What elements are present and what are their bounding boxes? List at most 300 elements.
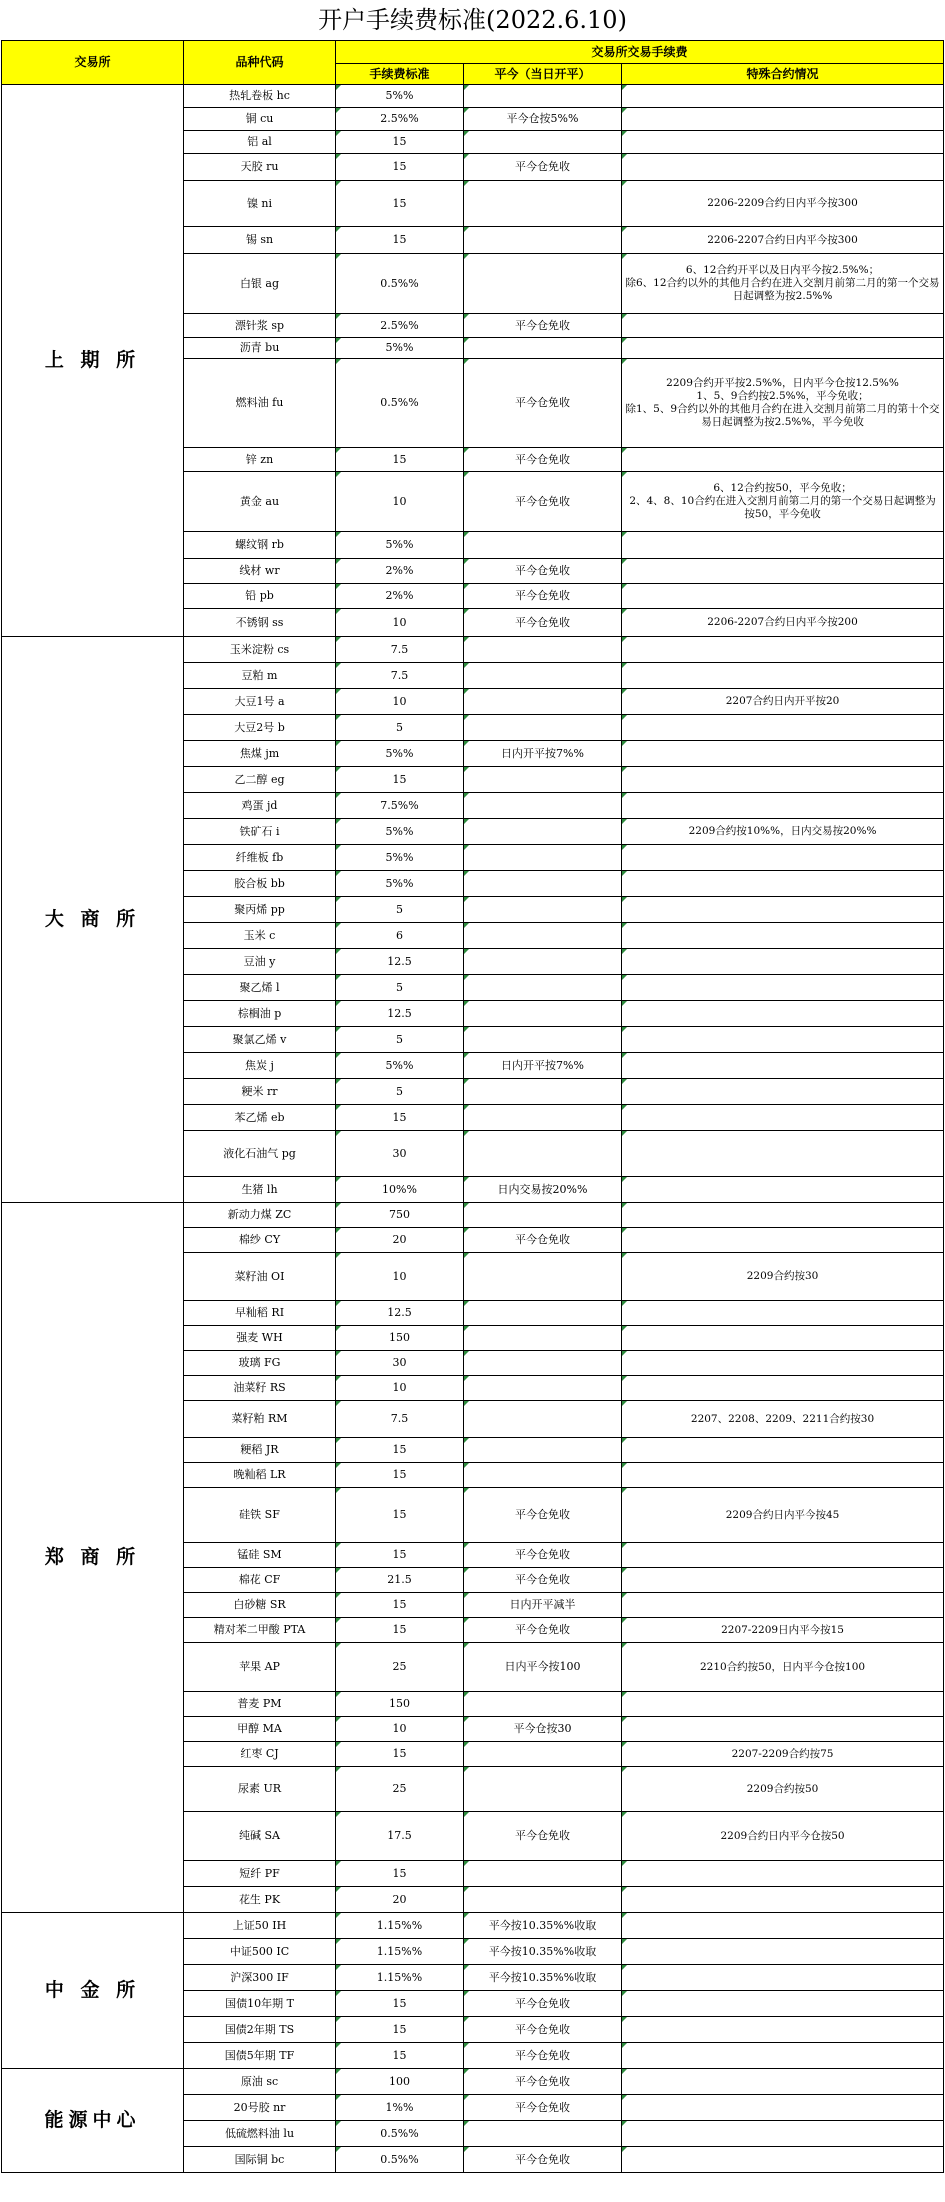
product-cell — [184, 532, 336, 559]
special-cell — [622, 1203, 944, 1228]
special-cell — [622, 1105, 944, 1131]
fee-cell-text: 5 — [396, 1032, 403, 1046]
product-cell — [184, 2095, 336, 2121]
exchange-cell: 能源中心 — [2, 2069, 184, 2173]
product-cell — [184, 108, 336, 131]
fee-cell-text: 2.5%% — [380, 318, 419, 332]
cell-comment-marker — [336, 154, 341, 159]
special-cell — [622, 897, 944, 923]
cell-comment-marker — [336, 1351, 341, 1356]
fee-cell-text: 5%% — [385, 850, 414, 864]
fee-cell — [336, 1027, 464, 1053]
special-cell — [622, 767, 944, 793]
cell-comment-marker — [464, 1812, 469, 1817]
close-today-cell — [464, 1053, 622, 1079]
special-cell — [622, 1593, 944, 1618]
cell-comment-marker — [464, 2121, 469, 2126]
close-today-cell — [464, 1568, 622, 1593]
fee-cell — [336, 1767, 464, 1812]
special-cell-text: 2206-2207合约日内平今按300 — [707, 233, 858, 246]
cell-comment-marker — [464, 715, 469, 720]
fee-cell — [336, 2121, 464, 2147]
cell-comment-marker — [464, 1203, 469, 1208]
close-today-cell — [464, 1105, 622, 1131]
close-today-cell — [464, 85, 622, 108]
fee-cell — [336, 1939, 464, 1965]
product-cell — [184, 1131, 336, 1177]
product-cell-text: 国债10年期 T — [225, 1996, 294, 2010]
cell-comment-marker — [336, 1593, 341, 1598]
fee-cell-text: 12.5 — [387, 954, 412, 968]
close-today-cell — [464, 975, 622, 1001]
cell-comment-marker — [336, 227, 341, 232]
close-today-cell-text: 平今仓免收 — [515, 1548, 570, 1562]
close-today-cell-text: 平今仓免收 — [515, 2022, 570, 2036]
close-today-cell — [464, 1965, 622, 1991]
cell-comment-marker — [336, 949, 341, 954]
cell-comment-marker — [622, 2147, 627, 2152]
cell-comment-marker — [622, 559, 627, 564]
product-cell — [184, 1991, 336, 2017]
cell-comment-marker — [622, 1253, 627, 1258]
fee-cell-text: 30 — [392, 1356, 407, 1370]
close-today-cell-text: 平今仓免收 — [515, 318, 570, 332]
cell-comment-marker — [622, 1887, 627, 1892]
product-cell-text: 锡 sn — [245, 233, 274, 247]
cell-comment-marker — [336, 1812, 341, 1817]
close-today-cell — [464, 1913, 622, 1939]
product-cell-text: 聚丙烯 pp — [234, 902, 285, 916]
fee-cell-text: 25 — [392, 1660, 407, 1674]
special-cell — [622, 448, 944, 472]
fee-cell — [336, 181, 464, 227]
page-title: 开户手续费标准(2022.6.10) — [318, 6, 627, 34]
cell-comment-marker — [464, 131, 469, 136]
special-cell — [622, 359, 944, 448]
product-cell-text: 大豆2号 b — [234, 720, 285, 734]
close-today-cell — [464, 923, 622, 949]
close-today-cell-text: 平今仓免收 — [515, 2074, 570, 2088]
fee-cell — [336, 1861, 464, 1887]
product-cell-text: 棉花 CF — [238, 1573, 281, 1587]
fee-cell-text: 15 — [392, 2048, 407, 2062]
fee-cell-text: 10 — [392, 1381, 407, 1395]
cell-comment-marker — [622, 1401, 627, 1406]
cell-comment-marker — [336, 637, 341, 642]
cell-comment-marker — [464, 689, 469, 694]
cell-comment-marker — [622, 1643, 627, 1648]
fee-cell-text: 15 — [392, 1598, 407, 1612]
cell-comment-marker — [464, 154, 469, 159]
special-cell — [622, 1965, 944, 1991]
special-cell-text: 2209合约按50 — [746, 1782, 819, 1795]
product-cell-text: 棉纱 CY — [238, 1233, 281, 1247]
special-cell-text: 2210合约按50，日内平今仓按100 — [699, 1660, 866, 1673]
fee-cell — [336, 227, 464, 254]
special-cell — [622, 2095, 944, 2121]
product-cell-text: 鸡蛋 jd — [241, 798, 278, 812]
cell-comment-marker — [336, 1488, 341, 1493]
cell-comment-marker — [336, 1079, 341, 1084]
product-cell-text: 中证500 IC — [229, 1944, 290, 1958]
fee-cell — [336, 1643, 464, 1692]
close-today-cell-text: 平今仓免收 — [515, 1573, 570, 1587]
cell-comment-marker — [622, 1228, 627, 1233]
cell-comment-marker — [622, 338, 627, 343]
close-today-cell — [464, 949, 622, 975]
fee-cell — [336, 154, 464, 181]
special-cell — [622, 1001, 944, 1027]
special-cell — [622, 1991, 944, 2017]
cell-comment-marker — [336, 559, 341, 564]
product-cell-text: 原油 sc — [240, 2074, 279, 2088]
fee-cell — [336, 559, 464, 584]
fee-cell-text: 1.15%% — [376, 1970, 423, 1984]
close-today-cell — [464, 1692, 622, 1717]
special-cell-text: 2207-2209合约按75 — [731, 1747, 834, 1760]
special-cell — [622, 1177, 944, 1203]
product-cell — [184, 871, 336, 897]
cell-comment-marker — [336, 1742, 341, 1747]
cell-comment-marker — [336, 1692, 341, 1697]
cell-comment-marker — [464, 1253, 469, 1258]
product-cell — [184, 1228, 336, 1253]
special-cell-text: 2209合约按30 — [746, 1270, 819, 1283]
cell-comment-marker — [336, 1131, 341, 1136]
close-today-cell — [464, 1027, 622, 1053]
fee-cell-text: 20 — [392, 1233, 407, 1247]
special-cell — [622, 1618, 944, 1643]
product-cell — [184, 2147, 336, 2173]
special-cell — [622, 227, 944, 254]
cell-comment-marker — [464, 1861, 469, 1866]
product-cell-text: 国债2年期 TS — [224, 2022, 295, 2036]
product-cell-text: 低硫燃料油 lu — [224, 2126, 295, 2140]
close-today-cell-text: 平今仓免收 — [515, 2100, 570, 2114]
close-today-cell-text: 平今仓按5%% — [506, 112, 579, 126]
product-cell — [184, 1543, 336, 1568]
cell-comment-marker — [622, 448, 627, 453]
special-cell-text: 2209合约日内平今仓按50 — [720, 1829, 845, 1842]
product-cell — [184, 689, 336, 715]
cell-comment-marker — [336, 2121, 341, 2126]
product-cell-text: 聚氯乙烯 v — [232, 1032, 287, 1046]
cell-comment-marker — [464, 584, 469, 589]
product-cell-text: 大豆1号 a — [234, 694, 285, 708]
cell-comment-marker — [464, 1618, 469, 1623]
fee-cell-text: 5 — [396, 720, 403, 734]
fee-cell-text: 7.5 — [390, 642, 409, 656]
product-cell — [184, 609, 336, 637]
product-cell — [184, 1401, 336, 1438]
product-cell-text: 豆粕 m — [241, 668, 278, 682]
special-cell — [622, 85, 944, 108]
cell-comment-marker — [336, 532, 341, 537]
cell-comment-marker — [464, 1326, 469, 1331]
special-cell — [622, 1027, 944, 1053]
fee-cell — [336, 2043, 464, 2069]
cell-comment-marker — [622, 1593, 627, 1598]
fee-cell-text: 30 — [392, 1146, 407, 1160]
fee-cell — [336, 2147, 464, 2173]
cell-comment-marker — [336, 1463, 341, 1468]
cell-comment-marker — [336, 1568, 341, 1573]
special-cell-text: 6、12合约按50，平今免收； 2、4、8、10合约在进入交割月前第二月的第一个交易日起调整为按50，平今免收 — [629, 482, 936, 520]
cell-comment-marker — [622, 2069, 627, 2074]
cell-comment-marker — [464, 1027, 469, 1032]
special-cell — [622, 2017, 944, 2043]
product-cell-text: 晚籼稻 LR — [233, 1468, 286, 1482]
cell-comment-marker — [622, 2121, 627, 2126]
cell-comment-marker — [622, 1301, 627, 1306]
cell-comment-marker — [622, 1001, 627, 1006]
product-cell — [184, 1463, 336, 1488]
cell-comment-marker — [464, 2043, 469, 2048]
fee-cell-text: 0.5%% — [380, 396, 419, 410]
cell-comment-marker — [464, 1105, 469, 1110]
product-cell-text: 新动力煤 ZC — [227, 1208, 292, 1222]
cell-comment-marker — [464, 1913, 469, 1918]
fee-cell — [336, 1463, 464, 1488]
product-cell-text: 铜 cu — [245, 112, 274, 126]
cell-comment-marker — [464, 923, 469, 928]
special-cell — [622, 532, 944, 559]
fee-cell-text: 15 — [392, 772, 407, 786]
close-today-cell — [464, 1887, 622, 1913]
cell-comment-marker — [336, 741, 341, 746]
cell-comment-marker — [622, 1742, 627, 1747]
special-cell — [622, 845, 944, 871]
special-cell-text: 2206-2209合约日内平今按300 — [707, 197, 858, 210]
fee-cell — [336, 741, 464, 767]
cell-comment-marker — [622, 1131, 627, 1136]
close-today-cell — [464, 359, 622, 448]
fee-cell-text: 15 — [392, 160, 407, 174]
fee-cell-text: 5%% — [385, 746, 414, 760]
cell-comment-marker — [336, 1253, 341, 1258]
cell-comment-marker — [336, 1376, 341, 1381]
cell-comment-marker — [336, 1001, 341, 1006]
cell-comment-marker — [336, 584, 341, 589]
fee-cell — [336, 923, 464, 949]
fee-cell-text: 5%% — [385, 89, 414, 103]
cell-comment-marker — [464, 2069, 469, 2074]
fee-cell-text: 15 — [392, 1623, 407, 1637]
special-cell — [622, 2147, 944, 2173]
cell-comment-marker — [464, 793, 469, 798]
close-today-cell — [464, 689, 622, 715]
special-cell — [622, 2121, 944, 2147]
product-cell-text: 菜籽油 OI — [234, 1269, 285, 1283]
cell-comment-marker — [336, 1401, 341, 1406]
special-cell — [622, 1438, 944, 1463]
table-row — [2, 2069, 944, 2095]
special-cell — [622, 1079, 944, 1105]
cell-comment-marker — [622, 609, 627, 614]
cell-comment-marker — [622, 181, 627, 186]
close-today-cell-text: 平今按10.35%%收取 — [488, 1970, 597, 1984]
fee-cell-text: 15 — [392, 135, 407, 149]
close-today-cell — [464, 131, 622, 154]
close-today-cell — [464, 2017, 622, 2043]
fee-cell — [336, 2017, 464, 2043]
cell-comment-marker — [622, 1438, 627, 1443]
special-cell — [622, 1488, 944, 1543]
product-cell — [184, 1643, 336, 1692]
fee-cell — [336, 1965, 464, 1991]
cell-comment-marker — [622, 85, 627, 90]
product-cell — [184, 1812, 336, 1861]
table-row — [2, 1913, 944, 1939]
close-today-cell-text: 平今仓按30 — [513, 1722, 572, 1736]
cell-comment-marker — [464, 338, 469, 343]
cell-comment-marker — [622, 1618, 627, 1623]
fee-cell-text: 100 — [389, 2074, 410, 2088]
fee-cell-text: 15 — [392, 1548, 407, 1562]
product-cell-text: 焦炭 j — [245, 1058, 274, 1072]
special-cell — [622, 108, 944, 131]
cell-comment-marker — [336, 793, 341, 798]
table-row — [2, 85, 944, 108]
cell-comment-marker — [622, 532, 627, 537]
table-body — [2, 85, 944, 2173]
product-cell — [184, 2017, 336, 2043]
product-cell — [184, 1939, 336, 1965]
special-cell — [622, 1887, 944, 1913]
cell-comment-marker — [622, 254, 627, 259]
close-today-cell — [464, 1203, 622, 1228]
product-cell-text: 豆油 y — [243, 954, 276, 968]
special-cell — [622, 154, 944, 181]
product-cell — [184, 181, 336, 227]
cell-comment-marker — [336, 1717, 341, 1722]
fee-cell — [336, 1568, 464, 1593]
special-cell — [622, 1568, 944, 1593]
fee-cell-text: 17.5 — [387, 1829, 412, 1843]
fee-cell-text: 5%% — [385, 538, 414, 552]
special-cell — [622, 2043, 944, 2069]
cell-comment-marker — [464, 663, 469, 668]
cell-comment-marker — [336, 1027, 341, 1032]
cell-comment-marker — [464, 609, 469, 614]
fee-cell — [336, 1001, 464, 1027]
fee-cell-text: 2.5%% — [380, 112, 419, 126]
cell-comment-marker — [464, 845, 469, 850]
cell-comment-marker — [336, 472, 341, 477]
product-cell-text: 精对苯二甲酸 PTA — [213, 1623, 306, 1637]
product-cell-text: 纯碱 SA — [239, 1829, 280, 1843]
cell-comment-marker — [464, 448, 469, 453]
close-today-cell — [464, 227, 622, 254]
fee-cell-text: 5%% — [385, 1058, 414, 1072]
fee-cell — [336, 1742, 464, 1767]
product-cell — [184, 1438, 336, 1463]
cell-comment-marker — [622, 2017, 627, 2022]
cell-comment-marker — [336, 2017, 341, 2022]
cell-comment-marker — [336, 871, 341, 876]
fee-cell-text: 12.5 — [387, 1006, 412, 1020]
fee-cell — [336, 1079, 464, 1105]
cell-comment-marker — [464, 1131, 469, 1136]
fee-cell-text: 1.15%% — [376, 1918, 423, 1932]
product-cell — [184, 715, 336, 741]
product-cell — [184, 1488, 336, 1543]
fee-cell-text: 15 — [392, 233, 407, 247]
fee-cell — [336, 1301, 464, 1326]
product-cell — [184, 663, 336, 689]
cell-comment-marker — [336, 181, 341, 186]
special-cell — [622, 1301, 944, 1326]
product-cell-text: 螺纹钢 rb — [235, 538, 284, 552]
cell-comment-marker — [464, 2095, 469, 2100]
close-today-cell — [464, 1301, 622, 1326]
close-today-cell — [464, 1079, 622, 1105]
product-cell — [184, 741, 336, 767]
fee-cell-text: 10 — [392, 615, 407, 629]
cell-comment-marker — [622, 975, 627, 980]
close-today-cell — [464, 1717, 622, 1742]
cell-comment-marker — [622, 1053, 627, 1058]
special-cell — [622, 715, 944, 741]
cell-comment-marker — [464, 1438, 469, 1443]
cell-comment-marker — [464, 1488, 469, 1493]
cell-comment-marker — [336, 1326, 341, 1331]
close-today-cell-text: 平今仓免收 — [515, 160, 570, 174]
close-today-cell — [464, 1593, 622, 1618]
fee-cell-text: 10 — [392, 1722, 407, 1736]
product-cell-text: 硅铁 SF — [239, 1508, 280, 1522]
special-cell-text: 6、12合约开平以及日内平今按2.5%%； 除6、12合约以外的其他月合约在进入交割月前第二月的第一个交易日起调整为按2.5%% — [625, 264, 940, 302]
product-cell-text: 短纤 PF — [239, 1866, 280, 1880]
cell-comment-marker — [336, 2069, 341, 2074]
product-cell-text: 燃料油 fu — [235, 396, 284, 410]
fee-cell — [336, 85, 464, 108]
special-cell — [622, 584, 944, 609]
close-today-cell — [464, 1177, 622, 1203]
fee-cell-text: 0.5%% — [380, 276, 419, 290]
close-today-cell — [464, 584, 622, 609]
cell-comment-marker — [464, 1965, 469, 1970]
special-cell — [622, 254, 944, 314]
fee-cell-text: 15 — [392, 452, 407, 466]
close-today-cell — [464, 637, 622, 663]
special-cell — [622, 1543, 944, 1568]
cell-comment-marker — [622, 1027, 627, 1032]
close-today-cell — [464, 1131, 622, 1177]
cell-comment-marker — [464, 1568, 469, 1573]
special-cell — [622, 1401, 944, 1438]
cell-comment-marker — [464, 637, 469, 642]
fee-cell-text: 10 — [392, 694, 407, 708]
fee-cell-text: 10 — [392, 494, 407, 508]
product-cell — [184, 1593, 336, 1618]
special-cell — [622, 1326, 944, 1351]
cell-comment-marker — [464, 897, 469, 902]
cell-comment-marker — [622, 1203, 627, 1208]
close-today-cell — [464, 1326, 622, 1351]
cell-comment-marker — [464, 472, 469, 477]
fee-cell-text: 2%% — [385, 589, 414, 603]
product-cell — [184, 1376, 336, 1401]
cell-comment-marker — [336, 1105, 341, 1110]
cell-comment-marker — [336, 1543, 341, 1548]
close-today-cell — [464, 1543, 622, 1568]
fee-cell-text: 7.5 — [390, 1412, 409, 1426]
close-today-cell — [464, 609, 622, 637]
product-cell — [184, 131, 336, 154]
fee-cell — [336, 1991, 464, 2017]
close-today-cell-text: 日内开平减半 — [509, 1598, 576, 1612]
